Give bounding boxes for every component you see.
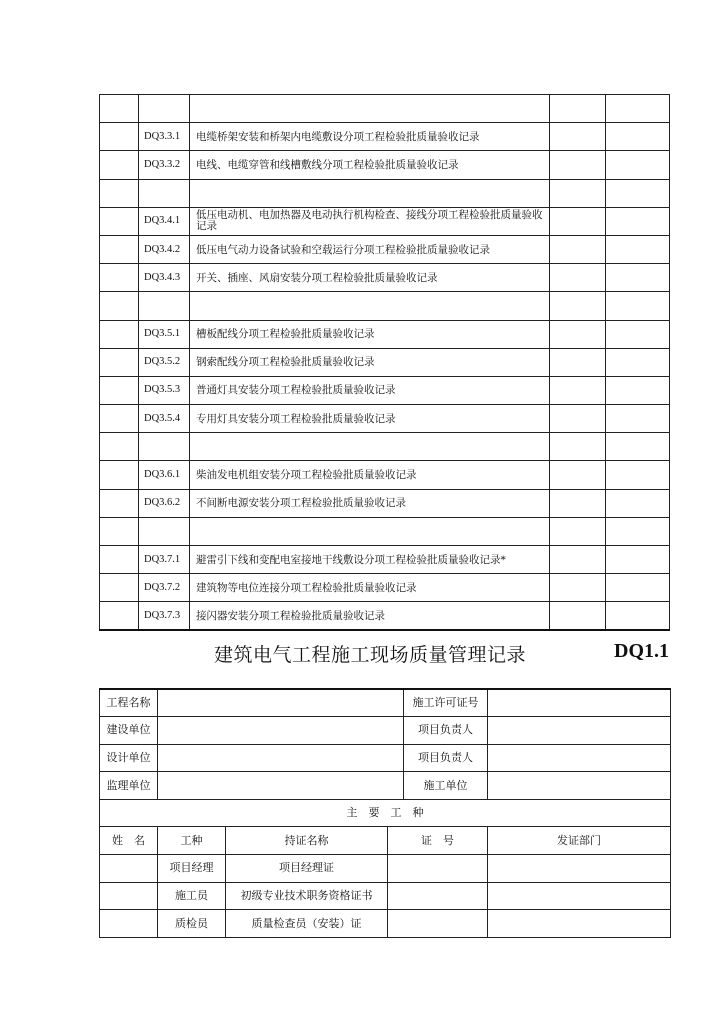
record-index-cell — [100, 517, 139, 545]
record-check-cell[interactable] — [550, 123, 606, 151]
person-cert: 质量检查员（安装）证 — [226, 910, 388, 938]
record-name: 电线、电缆穿管和线槽敷线分项工程检验批质量验收记录 — [190, 151, 550, 179]
main-trades-heading: 主 要 工 种 — [100, 799, 671, 827]
header-cert: 持证名称 — [226, 827, 388, 855]
record-name: 开关、插座、风扇安装分项工程检验批质量验收记录 — [190, 264, 550, 292]
record-row — [100, 264, 670, 292]
record-remark-cell[interactable] — [606, 461, 670, 489]
record-code: DQ3.5.3 — [139, 376, 190, 404]
header-cert-no: 证 号 — [388, 827, 488, 855]
record-code — [139, 433, 190, 461]
record-check-cell[interactable] — [550, 292, 606, 320]
record-index-cell — [100, 405, 139, 433]
record-name — [190, 179, 550, 207]
value-project-name[interactable] — [158, 689, 404, 717]
record-remark-cell[interactable] — [606, 95, 670, 123]
record-index-cell — [100, 95, 139, 123]
record-name: 避雷引下线和变配电室接地干线敷设分项工程检验批质量验收记录* — [190, 546, 550, 574]
record-index-cell — [100, 151, 139, 179]
record-remark-cell[interactable] — [606, 123, 670, 151]
row-supervisor — [100, 772, 671, 800]
person-trade: 项目经理 — [158, 855, 226, 883]
record-code — [139, 179, 190, 207]
record-name: 专用灯具安装分项工程检验批质量验收记录 — [190, 405, 550, 433]
record-code — [139, 292, 190, 320]
person-issuer[interactable] — [488, 882, 671, 910]
record-remark-cell[interactable] — [606, 320, 670, 348]
header-name: 姓 名 — [100, 827, 158, 855]
record-check-cell[interactable] — [550, 405, 606, 433]
record-index-cell — [100, 292, 139, 320]
record-remark-cell[interactable] — [606, 546, 670, 574]
record-row — [100, 489, 670, 517]
record-row — [100, 123, 670, 151]
record-name: 建筑物等电位连接分项工程检验批质量验收记录 — [190, 574, 550, 602]
personnel-row — [100, 855, 671, 883]
records-table-body — [100, 95, 670, 631]
record-row — [100, 546, 670, 574]
record-remark-cell[interactable] — [606, 151, 670, 179]
value-builder[interactable] — [158, 717, 404, 745]
person-trade: 质检员 — [158, 910, 226, 938]
value-contractor[interactable] — [488, 772, 671, 800]
record-row — [100, 517, 670, 545]
record-check-cell[interactable] — [550, 179, 606, 207]
label-designer-lead: 项目负责人 — [404, 744, 488, 772]
record-code: DQ3.3.1 — [139, 123, 190, 151]
record-row — [100, 405, 670, 433]
record-name — [190, 517, 550, 545]
record-row — [100, 207, 670, 235]
personnel-row — [100, 910, 671, 938]
quality-management-form — [99, 688, 671, 938]
person-issuer[interactable] — [488, 910, 671, 938]
record-row — [100, 235, 670, 263]
record-check-cell[interactable] — [550, 151, 606, 179]
record-remark-cell[interactable] — [606, 405, 670, 433]
record-code: DQ3.3.2 — [139, 151, 190, 179]
record-name: 钢索配线分项工程检验批质量验收记录 — [190, 348, 550, 376]
record-remark-cell[interactable] — [606, 433, 670, 461]
record-name: 低压电气动力设备试验和空载运行分项工程检验批质量验收记录 — [190, 235, 550, 263]
record-check-cell[interactable] — [550, 546, 606, 574]
record-remark-cell[interactable] — [606, 574, 670, 602]
record-remark-cell[interactable] — [606, 207, 670, 235]
person-issuer[interactable] — [488, 855, 671, 883]
record-check-cell[interactable] — [550, 489, 606, 517]
record-row — [100, 320, 670, 348]
person-name[interactable] — [100, 855, 158, 883]
record-name: 接闪器安装分项工程检验批质量验收记录 — [190, 602, 550, 630]
record-remark-cell[interactable] — [606, 292, 670, 320]
record-code: DQ3.7.3 — [139, 602, 190, 630]
person-cert-no[interactable] — [388, 910, 488, 938]
record-check-cell[interactable] — [550, 517, 606, 545]
record-remark-cell[interactable] — [606, 602, 670, 630]
record-code: DQ3.7.2 — [139, 574, 190, 602]
record-check-cell[interactable] — [550, 433, 606, 461]
records-table — [99, 94, 670, 631]
record-row — [100, 461, 670, 489]
record-index-cell — [100, 602, 139, 630]
record-index-cell — [100, 207, 139, 235]
record-index-cell — [100, 320, 139, 348]
record-index-cell — [100, 461, 139, 489]
record-row — [100, 179, 670, 207]
header-issuer: 发证部门 — [488, 827, 671, 855]
record-name — [190, 433, 550, 461]
record-remark-cell[interactable] — [606, 179, 670, 207]
label-contractor: 施工单位 — [404, 772, 488, 800]
record-row — [100, 151, 670, 179]
row-designer — [100, 744, 671, 772]
record-index-cell — [100, 546, 139, 574]
record-row — [100, 602, 670, 630]
record-remark-cell[interactable] — [606, 489, 670, 517]
person-cert: 项目经理证 — [226, 855, 388, 883]
row-project-name — [100, 689, 671, 717]
record-check-cell[interactable] — [550, 235, 606, 263]
record-remark-cell[interactable] — [606, 235, 670, 263]
value-designer-lead[interactable] — [488, 744, 671, 772]
record-code: DQ3.4.2 — [139, 235, 190, 263]
value-permit-no[interactable] — [488, 689, 671, 717]
label-builder: 建设单位 — [100, 717, 158, 745]
record-index-cell — [100, 574, 139, 602]
record-row — [100, 95, 670, 123]
record-check-cell[interactable] — [550, 320, 606, 348]
person-cert-no[interactable] — [388, 855, 488, 883]
record-name: 槽板配线分项工程检验批质量验收记录 — [190, 320, 550, 348]
value-supervisor[interactable] — [158, 772, 404, 800]
person-trade: 施工员 — [158, 882, 226, 910]
person-name[interactable] — [100, 882, 158, 910]
record-index-cell — [100, 123, 139, 151]
record-index-cell — [100, 179, 139, 207]
record-name: 电缆桥架安装和桥架内电缆敷设分项工程检验批质量验收记录 — [190, 123, 550, 151]
label-designer: 设计单位 — [100, 744, 158, 772]
record-check-cell[interactable] — [550, 574, 606, 602]
person-name[interactable] — [100, 910, 158, 938]
record-name: 低压电动机、电加热器及电动执行机构检查、接线分项工程检验批质量验收记录 — [190, 207, 550, 235]
record-check-cell[interactable] — [550, 207, 606, 235]
record-code — [139, 95, 190, 123]
record-index-cell — [100, 235, 139, 263]
record-code: DQ3.4.1 — [139, 207, 190, 235]
record-name: 普通灯具安装分项工程检验批质量验收记录 — [190, 376, 550, 404]
record-check-cell[interactable] — [550, 461, 606, 489]
record-code: DQ3.4.3 — [139, 264, 190, 292]
record-index-cell — [100, 433, 139, 461]
record-index-cell — [100, 489, 139, 517]
label-permit-no: 施工许可证号 — [404, 689, 488, 717]
form-title: 建筑电气工程施工现场质量管理记录 — [214, 644, 527, 666]
record-index-cell — [100, 348, 139, 376]
person-cert: 初级专业技术职务资格证书 — [226, 882, 388, 910]
record-remark-cell[interactable] — [606, 517, 670, 545]
record-row — [100, 574, 670, 602]
record-name: 不间断电源安装分项工程检验批质量验收记录 — [190, 489, 550, 517]
record-code: DQ3.6.1 — [139, 461, 190, 489]
record-check-cell[interactable] — [550, 376, 606, 404]
record-code: DQ3.7.1 — [139, 546, 190, 574]
record-row — [100, 433, 670, 461]
row-builder — [100, 717, 671, 745]
record-row — [100, 376, 670, 404]
personnel-row — [100, 882, 671, 910]
record-remark-cell[interactable] — [606, 376, 670, 404]
record-code: DQ3.5.4 — [139, 405, 190, 433]
label-builder-lead: 项目负责人 — [404, 717, 488, 745]
record-remark-cell[interactable] — [606, 348, 670, 376]
record-code: DQ3.5.1 — [139, 320, 190, 348]
record-index-cell — [100, 264, 139, 292]
form-code: DQ1.1 — [614, 640, 669, 662]
record-code: DQ3.5.2 — [139, 348, 190, 376]
record-check-cell[interactable] — [550, 95, 606, 123]
record-index-cell — [100, 376, 139, 404]
record-code: DQ3.6.2 — [139, 489, 190, 517]
value-builder-lead[interactable] — [488, 717, 671, 745]
record-row — [100, 292, 670, 320]
record-name — [190, 95, 550, 123]
record-row — [100, 348, 670, 376]
row-main-trades — [100, 799, 671, 827]
record-name: 柴油发电机组安装分项工程检验批质量验收记录 — [190, 461, 550, 489]
row-column-headers — [100, 827, 671, 855]
label-supervisor: 监理单位 — [100, 772, 158, 800]
record-check-cell[interactable] — [550, 602, 606, 630]
label-project-name: 工程名称 — [100, 689, 158, 717]
person-cert-no[interactable] — [388, 882, 488, 910]
record-remark-cell[interactable] — [606, 264, 670, 292]
record-check-cell[interactable] — [550, 348, 606, 376]
record-check-cell[interactable] — [550, 264, 606, 292]
record-name — [190, 292, 550, 320]
record-code — [139, 517, 190, 545]
value-designer[interactable] — [158, 744, 404, 772]
header-trade: 工种 — [158, 827, 226, 855]
